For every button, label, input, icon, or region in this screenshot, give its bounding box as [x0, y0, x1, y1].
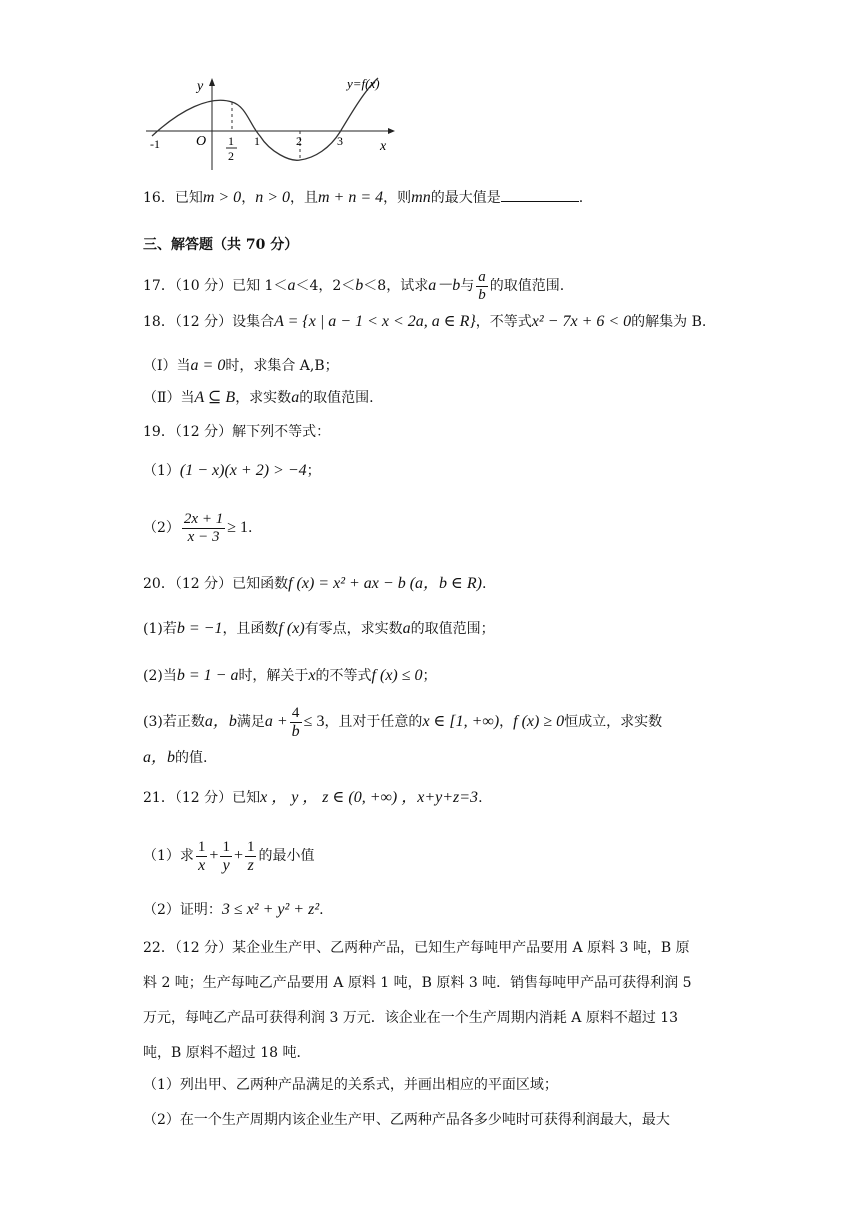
q16-text: 的最大值是	[430, 190, 501, 206]
question-18-part-2	[143, 388, 374, 408]
part-label: （Ⅱ）当	[143, 390, 195, 406]
q18-p2-text: 的取值范围.	[299, 390, 374, 406]
q19-p1-end: ；	[306, 463, 321, 479]
q18-p2-text: ，求实数	[235, 390, 292, 406]
q16-end: .	[578, 190, 584, 206]
q21-fraction-y	[220, 839, 232, 874]
tick-half-den: 2	[228, 149, 234, 163]
q20-p3-inequality: f (x) ≥ 0	[513, 713, 565, 730]
q16-text: 已知	[174, 190, 203, 206]
fraction-denominator: b	[291, 722, 300, 740]
question-number: 16．	[143, 190, 175, 206]
q20-p3-text: ，	[499, 714, 514, 730]
question-number: 19．	[143, 424, 175, 440]
x-axis-label: x	[380, 139, 387, 154]
section-heading: 三、解答题（共 70 分）	[143, 237, 299, 253]
q16-product: mn	[411, 189, 431, 206]
q18-p1-condition: a = 0	[190, 357, 226, 374]
q17-text: （10 分）已知 1＜	[174, 278, 288, 294]
q20-p3-expr: a +	[264, 713, 288, 730]
q20-p3-text: 的值.	[175, 750, 208, 766]
y-axis-label: y	[197, 79, 204, 94]
part-label: （Ⅰ）当	[143, 358, 191, 374]
q16-condition-m: m > 0	[202, 189, 242, 206]
q17-text: ＜4，2＜	[295, 278, 356, 294]
q19-p1-expression: (1 − x)(x + 2) > −4	[179, 462, 307, 479]
q21-fraction-z	[245, 839, 257, 874]
q17-fraction	[476, 269, 488, 304]
q16-text: ，且	[289, 190, 318, 206]
q20-function: f (x) = x² + ax − b (a，b ∈ R)	[288, 575, 482, 592]
q20-p2-text: 时，解关于	[238, 668, 309, 684]
question-22-line-3: 万元，每吨乙产品可获得利润 3 万元．该企业在一个生产周期内消耗 A 原料不超过 13	[143, 1010, 679, 1026]
q20-p2-condition: b = 1 − a	[176, 667, 239, 684]
q17-var-a: a	[287, 277, 296, 294]
question-22-line-2: 料 2 吨；生产每吨乙产品要用 A 原料 1 吨，B 原料 3 吨．销售每吨甲产品可获得利润 5	[143, 975, 692, 991]
q17-text: ＜8，试求	[363, 278, 429, 294]
q21-sum: x+y+z=3	[417, 789, 479, 806]
question-number: 17．	[143, 278, 175, 294]
question-19-part-2	[143, 506, 252, 550]
tick-neg-one: -1	[150, 137, 160, 151]
fraction-denominator: x − 3	[187, 528, 220, 545]
q17-difference: a－b	[428, 277, 461, 294]
q20-p3-vars: a，b	[143, 749, 176, 766]
x-axis-arrow	[388, 128, 395, 134]
plus-sign: +	[233, 847, 243, 864]
q16-condition-sum: m + n = 4	[317, 189, 384, 206]
q18-text: （12 分）设集合	[174, 314, 275, 330]
q20-p1-text: 有零点，求实数	[304, 621, 403, 637]
fraction-denominator: x	[198, 856, 206, 874]
q17-var-b: b	[355, 277, 364, 294]
fraction-numerator: 1	[246, 838, 255, 855]
question-19-part-1	[143, 461, 321, 481]
function-curve	[152, 78, 378, 160]
q21-p1-text: 的最小值	[258, 848, 315, 864]
fraction-numerator: 4	[290, 705, 302, 723]
q21-vars: x ， y ， z ∈ (0, +∞) ，	[260, 789, 418, 806]
curve-label: y=f(x)	[347, 76, 380, 91]
tick-one: 1	[254, 134, 260, 148]
question-22-line-1: 22．（12 分）某企业生产甲、乙两种产品，已知生产每吨甲产品要用 A 原料 3 吨，B 原	[143, 940, 690, 956]
question-20-part-2	[143, 666, 437, 686]
fraction-numerator: a	[478, 268, 486, 285]
part-label: (3)若正数	[143, 714, 205, 730]
q17-text: 的取值范围.	[489, 278, 565, 294]
q19-text: （12 分）解下列不等式：	[174, 424, 331, 440]
question-19	[143, 422, 330, 442]
question-22-line-4: 吨，B 原料不超过 18 吨．	[143, 1045, 311, 1061]
question-number: 21．	[143, 790, 175, 806]
q20-p1-var: a	[402, 620, 411, 637]
q18-text: 的解集为 B.	[631, 314, 707, 330]
part-label: （2）证明：	[143, 902, 222, 918]
part-label: （1）求	[143, 848, 194, 864]
question-20-part-3	[143, 702, 662, 742]
q20-p3-bound: ≤ 3	[303, 713, 325, 730]
question-21-part-2	[143, 900, 324, 920]
q16-condition-n: n > 0	[255, 189, 290, 206]
q18-text: ，不等式	[475, 314, 532, 330]
fraction-denominator: y	[222, 856, 230, 874]
q19-p2-rhs: ≥ 1	[227, 519, 248, 536]
q20-p1-condition: b = −1	[176, 620, 223, 637]
q20-p3-vars: a，b	[204, 713, 237, 730]
q20-p2-var: x	[308, 667, 316, 684]
q18-inequality: x² − 7x + 6 < 0	[531, 313, 632, 330]
answer-blank	[501, 187, 579, 202]
question-18-part-1	[143, 356, 339, 376]
question-number: 18．	[143, 314, 175, 330]
plus-sign: +	[209, 847, 219, 864]
fraction-numerator: 1	[222, 838, 230, 855]
q17-text: 与	[460, 278, 475, 294]
q20-p2-text: 的不等式	[315, 668, 372, 684]
q20-text: （12 分）已知函数	[174, 576, 289, 592]
fraction-denominator: b	[478, 286, 486, 303]
q20-p3-text: ，且对于任意的	[324, 714, 423, 730]
q18-set-a: A = {x | a − 1 < x < 2a, a ∈ R}	[274, 313, 476, 330]
part-label: （2）	[143, 520, 180, 536]
question-22-part-1: （1）列出甲、乙两种产品满足的关系式，并画出相应的平面区域；	[143, 1077, 558, 1093]
q20-p2-end: ；	[422, 668, 437, 684]
question-20	[143, 574, 486, 594]
q18-p2-condition: A ⊆ B	[194, 389, 236, 406]
tick-three: 3	[337, 134, 343, 148]
q18-p2-var: a	[291, 389, 300, 406]
tick-half-num: 1	[228, 134, 234, 148]
question-number: 20．	[143, 576, 175, 592]
q20-p1-text: 的取值范围；	[410, 621, 495, 637]
fraction-denominator: z	[247, 856, 254, 874]
q21-fraction-x	[196, 839, 208, 874]
part-label: (2)当	[143, 668, 177, 684]
q21-text: （12 分）已知	[174, 790, 261, 806]
question-21	[143, 788, 483, 808]
origin-label: O	[196, 134, 207, 149]
fraction-numerator: 1	[197, 838, 206, 855]
y-axis-arrow	[209, 78, 215, 86]
q20-p3-text: 满足	[236, 714, 265, 730]
question-16	[143, 187, 583, 208]
part-label: (1)若	[143, 621, 177, 637]
q20-end: .	[481, 576, 487, 592]
q21-p2-expression: 3 ≤ x² + y² + z²	[221, 901, 320, 918]
fraction-numerator: 2x + 1	[183, 510, 224, 527]
question-20-part-3-cont	[143, 748, 207, 768]
q21-end: .	[478, 790, 483, 806]
q20-p3-fraction	[290, 705, 302, 740]
q21-p2-end: .	[319, 902, 324, 918]
q16-sep: ，	[241, 190, 256, 206]
part-label: （1）	[143, 463, 180, 479]
function-graph	[140, 70, 400, 175]
q19-fraction	[182, 511, 225, 546]
q18-p1-text: 时，求集合 A,B；	[225, 358, 339, 374]
tick-two: 2	[296, 134, 302, 148]
question-21-part-1	[143, 834, 314, 878]
q20-p1-function: f (x)	[278, 620, 305, 637]
q19-p2-end: .	[247, 520, 253, 536]
q20-p3-domain: x ∈ [1, +∞)	[422, 713, 500, 730]
q16-text: ，则	[383, 190, 412, 206]
question-20-part-1	[143, 619, 495, 639]
q20-p2-inequality: f (x) ≤ 0	[371, 667, 423, 684]
question-22-part-2: （2）在一个生产周期内该企业生产甲、乙两种产品各多少吨时可获得利润最大，最大	[143, 1112, 670, 1128]
question-17	[143, 267, 564, 305]
question-18	[143, 312, 706, 332]
q20-p3-text: 恒成立，求实数	[564, 714, 663, 730]
q20-p1-text: ，且函数	[222, 621, 279, 637]
